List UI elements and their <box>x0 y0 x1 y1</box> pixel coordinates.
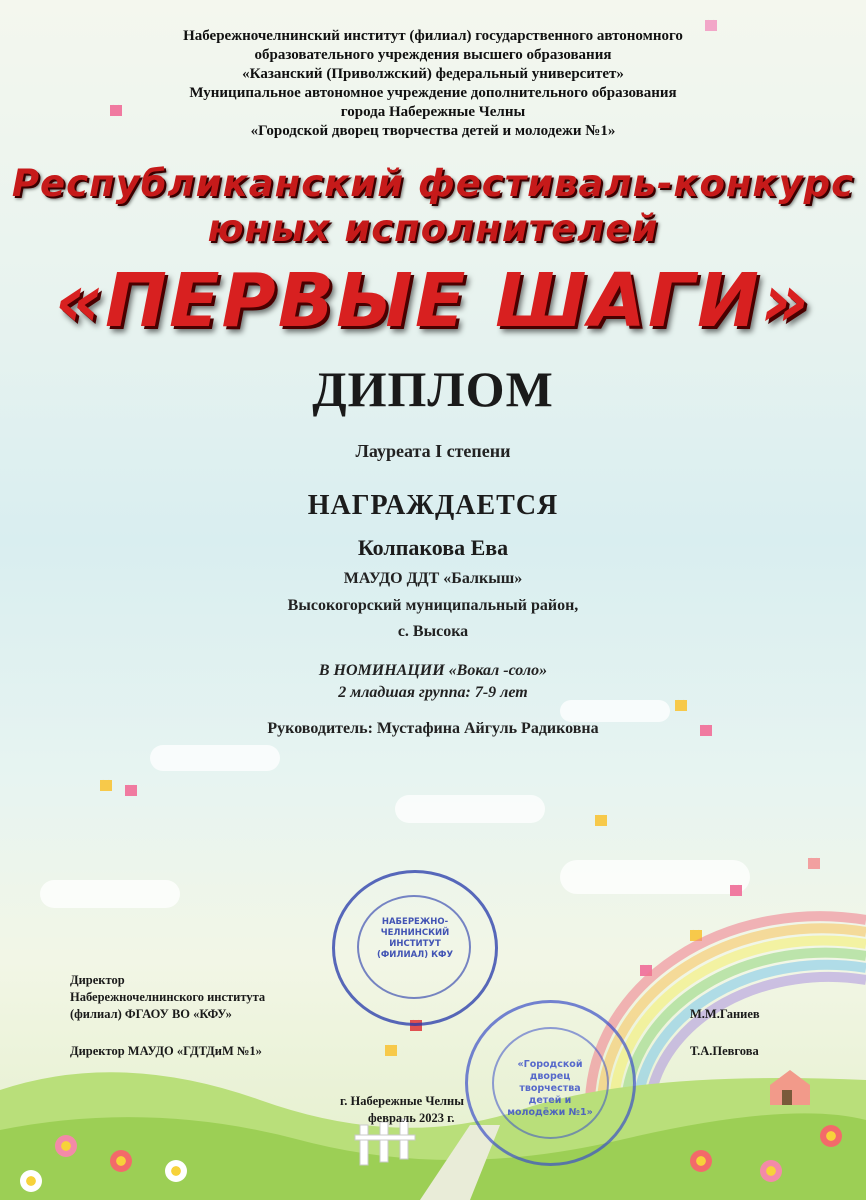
header-line: образовательного учреждения высшего образования <box>254 47 612 63</box>
diploma-title: ДИПЛОМ <box>312 361 554 417</box>
director1-institution: Набережночелнинского института <box>70 990 266 1004</box>
cloud-decoration <box>40 880 180 908</box>
flower-decoration <box>165 1160 187 1182</box>
flower-decoration <box>820 1125 842 1147</box>
header-line: Набережночелнинский институт (филиал) государственного автономного <box>183 28 683 44</box>
institution-header <box>0 27 866 141</box>
festival-title-line1: Республиканский фестиваль-конкурс <box>11 162 855 205</box>
nomination-label: В НОМИНАЦИИ «Вокал -соло» <box>318 662 548 679</box>
recipient-name: Колпакова Ева <box>357 535 509 560</box>
awarded-label: НАГРАЖДАЕТСЯ <box>307 490 559 521</box>
festival-name: «ПЕРВЫЕ ШАГИ» <box>54 258 812 344</box>
director1-title: Директор <box>70 973 125 987</box>
degree-label: Лауреата I степени <box>355 441 511 461</box>
district-name: Высокогорский муниципальный район, <box>287 597 579 614</box>
heart-icon <box>595 815 607 826</box>
heart-icon <box>125 785 137 796</box>
flower-decoration <box>20 1170 42 1192</box>
cloud-decoration <box>150 745 280 771</box>
stamp-text: «Городской дворец творчества детей и молодёжи №1» <box>507 1059 593 1118</box>
age-group-label: 2 младшая группа: 7-9 лет <box>338 684 528 701</box>
footer-city: г. Набережные Челны <box>340 1094 465 1108</box>
village-name: с. Высока <box>397 623 469 640</box>
header-line: «Городской дворец творчества детей и молодежи №1» <box>250 123 616 139</box>
leader-label: Руководитель: Мустафина Айгуль Радиковна <box>267 720 599 737</box>
director1-block <box>70 972 265 1023</box>
heart-icon <box>100 780 112 791</box>
cloud-decoration <box>395 795 545 823</box>
organization-name: МАУДО ДДТ «Балкыш» <box>343 570 523 587</box>
cloud-decoration <box>560 700 670 722</box>
director2-name: Т.А.Певгова <box>690 1044 759 1058</box>
stamp-text: НАБЕРЕЖНО-ЧЕЛНИНСКИЙ ИНСТИТУТ (ФИЛИАЛ) КФУ <box>376 917 453 960</box>
heart-icon <box>808 858 820 869</box>
header-line: города Набережные Челны <box>340 104 526 120</box>
flower-decoration <box>760 1160 782 1182</box>
gdtdim-stamp <box>465 1000 636 1166</box>
header-line: «Казанский (Приволжский) федеральный университет» <box>242 66 624 82</box>
festival-title-line2: юных исполнителей <box>207 207 659 250</box>
flower-decoration <box>690 1150 712 1172</box>
director1-org: (филиал) ФГАОУ ВО «КФУ» <box>70 1007 232 1021</box>
flower-decoration <box>55 1135 77 1157</box>
kfu-stamp <box>332 870 498 1026</box>
flower-decoration <box>110 1150 132 1172</box>
header-line: Муниципальное автономное учреждение дополнительного образования <box>189 85 677 101</box>
director1-name: М.М.Ганиев <box>690 1007 760 1021</box>
director2-title: Директор МАУДО «ГДТДиМ №1» <box>70 1044 262 1058</box>
footer-date: февраль 2023 г. <box>368 1111 455 1125</box>
